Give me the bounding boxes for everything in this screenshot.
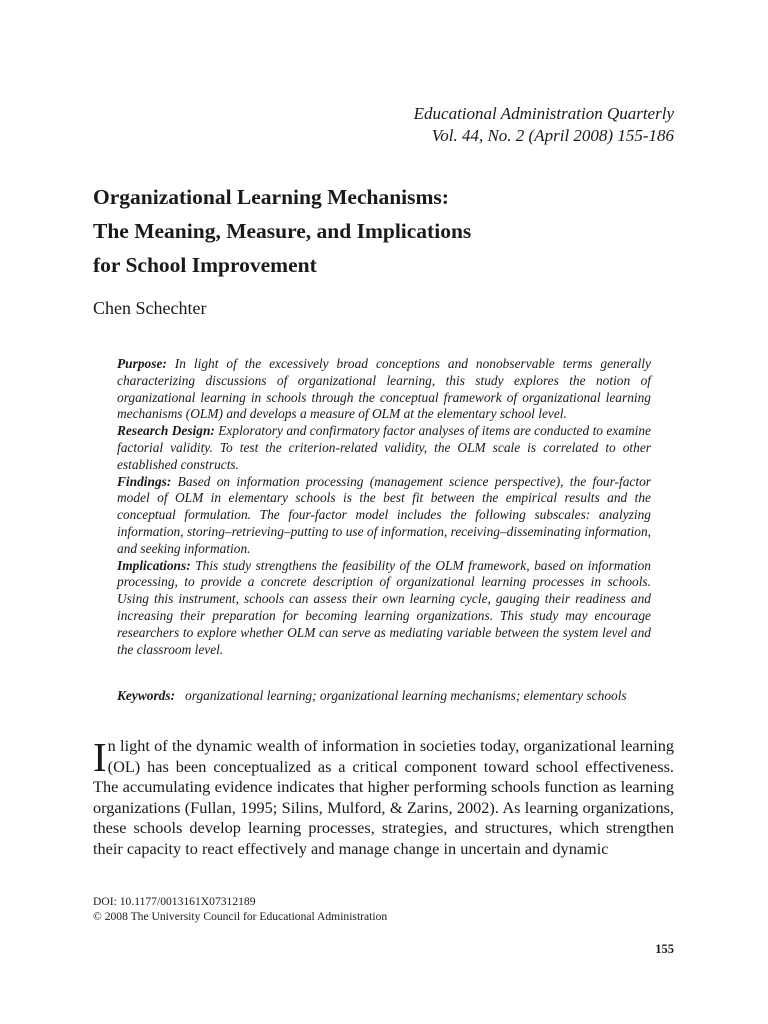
journal-volume: Vol. 44, No. 2 (April 2008) 155-186: [431, 126, 674, 145]
implications-text: This study strengthens the feasibility of the OLM framework, based on information processing, to provide a concrete description of organizational learning processes in schools. Using this instrument, schools can assess their own learning cycle, gauging their readiness and increasing their preparation for becoming learning organizations. This study may encourage researchers to explore whether OLM can serve as mediating variable between the system level and the classroom level.: [117, 557, 651, 657]
keywords-text: organizational learning; organizational learning mechanisms; elementary schools: [185, 688, 627, 703]
abstract-implications: [117, 558, 651, 659]
title-line: The Meaning, Measure, and Implications: [93, 219, 472, 243]
body-text: n light of the dynamic wealth of information in societies today, organizational learning (OL) has been conceptualized as a critical component toward school effectiveness. The accumulating evidence indicates that higher performing schools function as learning organizations (Fullan, 1995; Silins, Mulford, & Zarins, 2002). As learning organizations, these schools develop learning processes, strategies, and structures, which strengthen their capacity to react effectively and manage change in uncertain and dynamic: [93, 736, 674, 858]
findings-text: Based on information processing (management science perspective), the four-factor model of OLM in elementary schools is the best fit between the empirical results and the conceptual formulation. The four-factor model includes the following subscales: analyzing information, storing–retrieving–putting to use of information, receiving–disseminating information, and seeking information.: [117, 473, 651, 556]
author-name: Chen Schechter: [93, 298, 207, 318]
keywords: [117, 687, 651, 704]
purpose-text: In light of the excessively broad conceptions and nonobservable terms generally characterizing discussions of organizational learning, this study explores the notion of organizational learning in schools through the conceptual framework of organizational learning mechanisms (OLM) and develops a measure of OLM at the elementary school level.: [117, 356, 651, 422]
purpose-label: Purpose:: [117, 356, 167, 371]
title-line: for School Improvement: [93, 253, 317, 277]
journal-header: [414, 103, 674, 147]
abstract: [117, 356, 651, 658]
body-paragraph: [93, 736, 674, 859]
copyright: © 2008 The University Council for Educational Administration: [93, 910, 388, 923]
title-line: Organizational Learning Mechanisms:: [93, 185, 449, 209]
abstract-findings: [117, 474, 651, 558]
keywords-label: Keywords:: [117, 688, 176, 703]
abstract-design: [117, 423, 651, 473]
implications-label: Implications:: [117, 557, 191, 573]
page-number: 155: [655, 942, 674, 956]
design-label: Research Design:: [117, 423, 215, 439]
abstract-purpose: [117, 356, 651, 423]
design-text: Exploratory and confirmatory factor analyses of items are conducted to examine factorial validity. To test the criterion-related validity, the OLM scale is correlated to other established constructs.: [117, 423, 651, 472]
drop-cap: I: [93, 734, 107, 780]
journal-name: Educational Administration Quarterly: [413, 104, 674, 123]
doi: DOI: 10.1177/0013161X07312189: [93, 895, 256, 908]
article-title: [93, 180, 693, 282]
footer: [93, 894, 387, 924]
findings-label: Findings:: [117, 473, 172, 489]
